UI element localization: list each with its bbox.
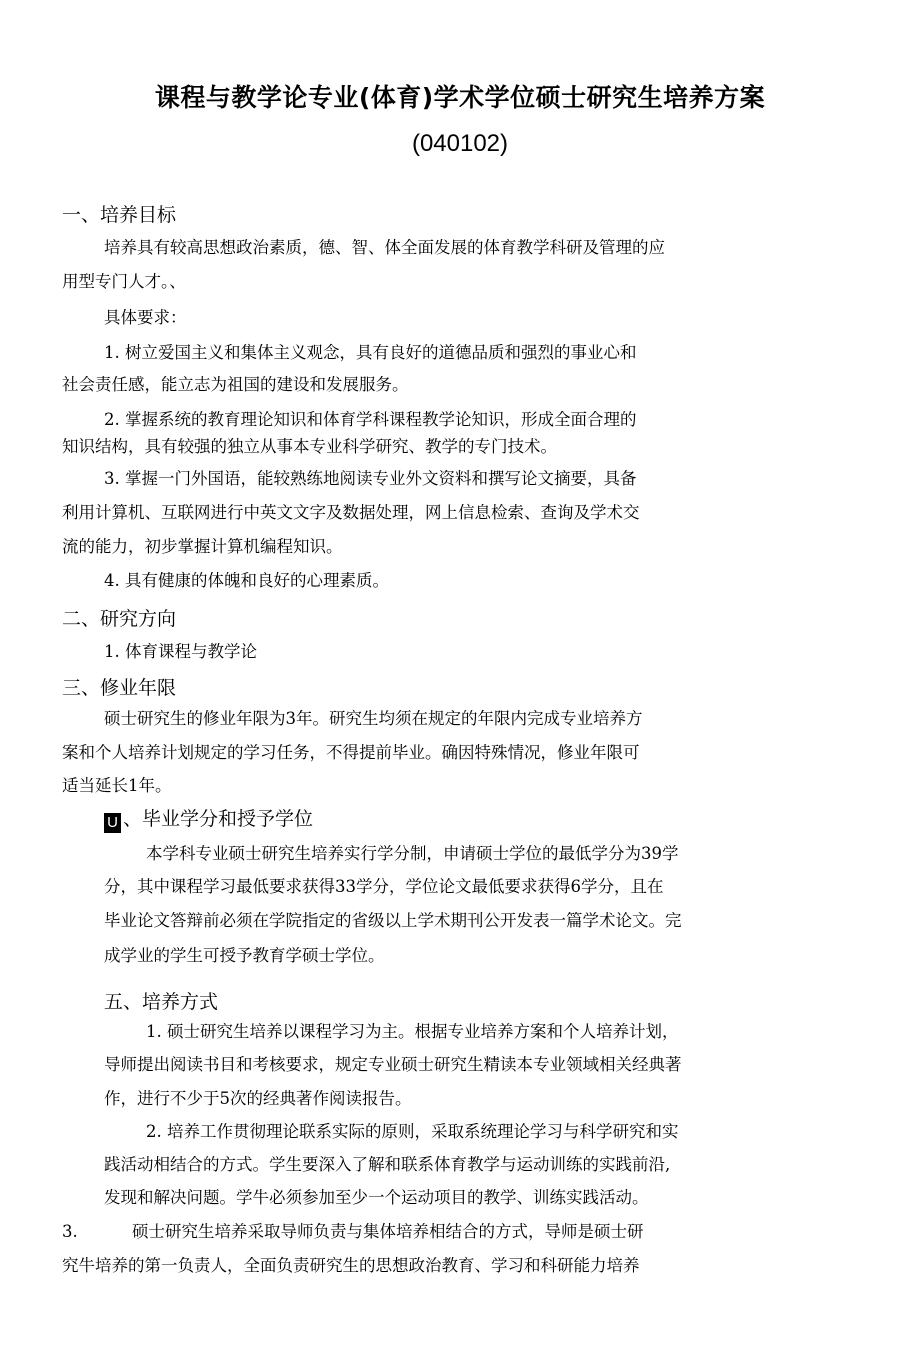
s1-item-2-line-2: 知识结构，具有较强的独立从事本专业科学研究、教学的专门技术。 — [62, 437, 557, 456]
s5-p1-line-3: 作，进行不少于5次的经典著作阅读报告。 — [104, 1089, 412, 1108]
s1-item-3-line-1: 3. 掌握一门外国语，能较熟练地阅读专业外文资料和撰写论文摘要，具备 — [104, 469, 637, 488]
s5-p1-line-1: 1. 硕士研究生培养以课程学习为主。根据专业培养方案和个人培养计划， — [146, 1022, 679, 1041]
s3-line-3: 适当延长1年。 — [62, 776, 172, 795]
s1-item-3-line-2: 利用计算机、互联网进行中英文文字及数据处理，网上信息检索、查询及学术交 — [62, 503, 640, 522]
s4-line-4: 成学业的学生可授予教育学硕士学位。 — [104, 946, 385, 965]
program-code: (040102) — [411, 130, 509, 157]
s5-p1-line-2: 导师提出阅读书目和考核要求，规定专业硕士研究生精读本专业领域相关经典著 — [104, 1055, 682, 1074]
s1-item-1-line-2: 社会责任感，能立志为祖国的建设和发展服务。 — [62, 375, 409, 394]
s2-direction-item: 1. 体育课程与教学论 — [104, 642, 257, 661]
s5-p3-line-1: 硕士研究生培养采取导师负责与集体培养相结合的方式，导师是硕士研 — [132, 1222, 644, 1241]
section-4-number-glyph: U — [104, 813, 121, 833]
s1-item-2-line-1: 2. 掌握系统的教育理论知识和体育学科课程教学论知识，形成全面合理的 — [104, 410, 637, 429]
section-4-heading: 、毕业学分和授予学位 — [123, 808, 314, 830]
s5-p2-line-2: 践活动相结合的方式。学生要深入了解和联系体育教学与运动训练的实践前沿, — [104, 1155, 671, 1174]
s5-p3-number: 3. — [62, 1222, 78, 1241]
s5-p2-line-1: 2. 培养工作贯彻理论联系实际的原则，采取系统理论学习与科学研究和实 — [146, 1122, 679, 1141]
s1-goal-line-2: 用型专门人才。、 — [62, 272, 186, 291]
s1-goal-line-1: 培养具有较高思想政治素质，德、智、体全面发展的体育教学科研及管理的应 — [104, 238, 665, 257]
s4-line-2: 分，其中课程学习最低要求获得33学分，学位论文最低要求获得6学分，且在 — [104, 877, 664, 896]
s1-requirements-label: 具体要求： — [104, 308, 187, 327]
s4-line-1: 本学科专业硕士研究生培养实行学分制，申请硕士学位的最低学分为39学 — [146, 844, 679, 863]
s1-item-3-line-3: 流的能力，初步掌握计算机编程知识。 — [62, 537, 343, 556]
s5-p2-line-3: 发现和解决问题。学牛必须参加至少一个运动项目的教学、训练实践活动。 — [104, 1188, 649, 1207]
section-1-heading: 一、培养目标 — [62, 204, 177, 226]
s1-item-4-line-1: 4. 具有健康的体魄和良好的心理素质。 — [104, 571, 389, 590]
section-2-heading: 二、研究方向 — [62, 608, 177, 630]
s3-line-2: 案和个人培养计划规定的学习任务，不得提前毕业。确因特殊情况，修业年限可 — [62, 743, 640, 762]
document-title: 课程与教学论专业(体育)学术学位硕士研究生培养方案 — [154, 83, 766, 112]
s4-line-3: 毕业论文答辩前必须在学院指定的省级以上学术期刊公开发表一篇学术论文。完 — [104, 911, 682, 930]
s1-item-1-line-1: 1. 树立爱国主义和集体主义观念，具有良好的道德品质和强烈的事业心和 — [104, 343, 637, 362]
section-5-heading: 五、培养方式 — [104, 991, 219, 1013]
s5-p3-line-2: 究牛培养的第一负责人，全面负责研究生的思想政治教育、学习和科研能力培养 — [62, 1256, 640, 1275]
section-4-heading-row — [104, 804, 313, 833]
s3-line-1: 硕士研究生的修业年限为3年。研究生均须在规定的年限内完成专业培养方 — [104, 709, 643, 728]
section-3-heading: 三、修业年限 — [62, 677, 177, 699]
